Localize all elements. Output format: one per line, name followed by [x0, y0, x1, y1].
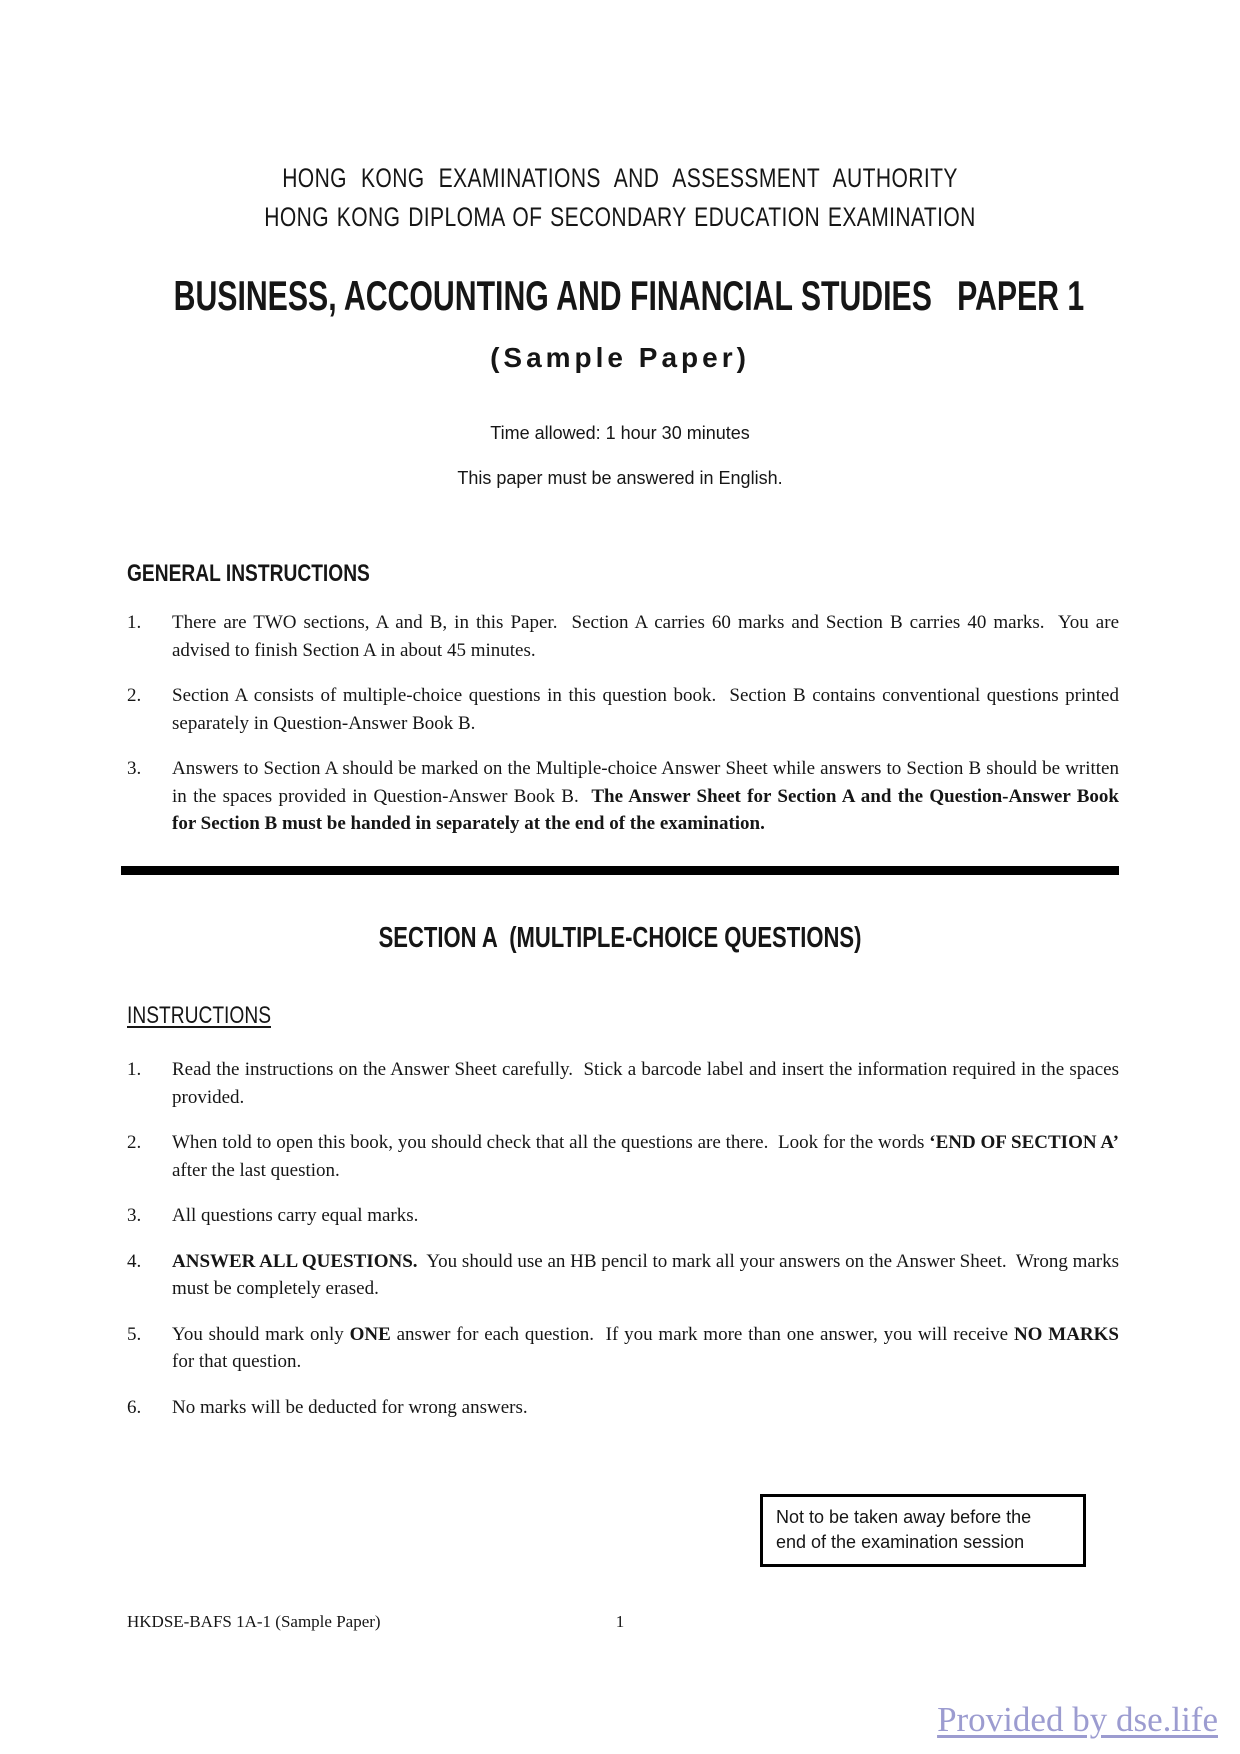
list-item-text: Section A consists of multiple-choice questions in this question book. Section B contains conventional questions printed separately in Question-Answer Book B.: [172, 685, 1124, 734]
watermark-link[interactable]: Provided by dse.life: [937, 1700, 1218, 1739]
section-a-instructions-list: [127, 1056, 1124, 1421]
list-item-number: 6.: [127, 1396, 142, 1418]
general-instructions-heading: GENERAL INSTRUCTIONS: [127, 560, 370, 587]
list-item-text: When told to open this book, you should check that all the questions are there. Look for the words ‘END OF SECTION A’ after the last question.: [172, 1132, 1124, 1181]
list-item-text: ANSWER ALL QUESTIONS. You should use an HB pencil to mark all your answers on the Answer Sheet. Wrong marks must be completely erased.: [172, 1250, 1124, 1299]
list-item-number: 5.: [127, 1323, 142, 1345]
list-item-number: 4.: [127, 1250, 142, 1272]
language-note: This paper must be answered in English.: [457, 468, 783, 488]
authority-name: HONG KONG EXAMINATIONS AND ASSESSMENT AUTHORITY: [282, 163, 958, 193]
list-item-number: 2.: [127, 685, 142, 706]
time-allowed-note: Time allowed: 1 hour 30 minutes: [490, 423, 750, 443]
footer-paper-code: HKDSE-BAFS 1A-1 (Sample Paper): [127, 1612, 381, 1631]
list-item-number: 1.: [127, 1059, 142, 1080]
list-item: [127, 755, 1124, 838]
list-item-text: There are TWO sections, A and B, in this Paper. Section A carries 60 marks and Section B carries 40 marks. You are advised to finish Section A in about 45 minutes.: [172, 612, 1124, 661]
list-item: [127, 682, 1124, 737]
list-item-text: Read the instructions on the Answer Sheet carefully. Stick a barcode label and insert the information required in the spaces provided.: [172, 1059, 1124, 1108]
list-item-text: No marks will be deducted for wrong answers.: [172, 1396, 528, 1418]
general-instructions-list: [127, 609, 1124, 838]
section-a-instructions-heading: INSTRUCTIONS: [127, 1002, 271, 1029]
list-item-text: Answers to Section A should be marked on the Multiple-choice Answer Sheet while answers to Section B should be written in the spaces provided in Question-Answer Book B. The Answer Sheet for Section A and the Question-Answer Book for Section B must be handed in separately at the end of the examination.: [172, 758, 1124, 834]
examination-name: HONG KONG DIPLOMA OF SECONDARY EDUCATION EXAMINATION: [264, 202, 976, 232]
paper-title: BUSINESS, ACCOUNTING AND FINANCIAL STUDIES PAPER 1: [173, 272, 1085, 319]
list-item-text: You should mark only ONE answer for each question. If you mark more than one answer, you will receive NO MARKS for that question.: [172, 1323, 1124, 1372]
paper-subtitle: (Sample Paper): [490, 342, 750, 373]
section-divider-bar: [121, 866, 1119, 875]
section-a-heading: SECTION A (MULTIPLE-CHOICE QUESTIONS): [378, 922, 862, 954]
list-item: [127, 1129, 1124, 1184]
list-item-number: 2.: [127, 1132, 142, 1153]
list-item-text: All questions carry equal marks.: [172, 1205, 419, 1226]
list-item: [127, 609, 1124, 664]
list-item: [127, 1321, 1124, 1376]
list-item-number: 3.: [127, 1205, 142, 1226]
list-item-number: 3.: [127, 758, 142, 779]
footer-page-number: 1: [615, 1612, 625, 1631]
notice-box-line2: end of the examination session: [776, 1532, 1025, 1552]
list-item: [127, 1394, 1119, 1422]
list-item: [127, 1202, 1119, 1230]
list-item: [127, 1248, 1124, 1303]
notice-box: [760, 1494, 1086, 1567]
notice-box-line1: Not to be taken away before the: [776, 1507, 1032, 1527]
list-item: [127, 1056, 1124, 1111]
list-item-number: 1.: [127, 612, 142, 633]
